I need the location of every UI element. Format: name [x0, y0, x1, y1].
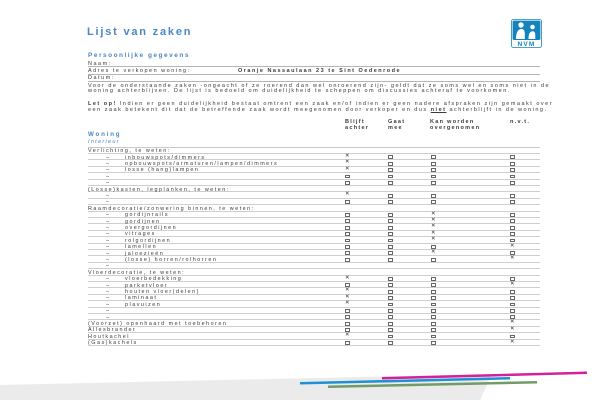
row-label: gordijnrails	[125, 212, 170, 219]
row-label: rolgordijnen	[125, 237, 172, 244]
list-dash: –	[106, 160, 111, 167]
checkbox-nvt[interactable]	[510, 194, 515, 198]
check-mark-nvt[interactable]: ✕	[510, 255, 515, 262]
checkbox-gaat-mee[interactable]	[388, 251, 393, 255]
list-dash: –	[106, 192, 111, 199]
form-field-row	[88, 67, 540, 74]
check-mark-blijft-achter[interactable]: ✕	[345, 293, 350, 300]
row-label: opbouwspots/armaturen/lampen/dimmers	[125, 160, 279, 167]
list-dash: –	[106, 250, 111, 257]
checkbox-nvt[interactable]	[510, 290, 515, 294]
list-dash: –	[106, 314, 111, 321]
list-dash: –	[106, 308, 111, 315]
list-dash: –	[106, 173, 111, 180]
check-mark-nvt[interactable]: ✕	[510, 242, 515, 249]
checkbox-kan-worden-overgenomen[interactable]	[431, 277, 436, 281]
check-mark-blijft-achter[interactable]: ✕	[345, 274, 350, 281]
checkbox-kan-worden-overgenomen[interactable]	[431, 200, 436, 204]
checkbox-nvt[interactable]	[510, 239, 515, 243]
checkbox-gaat-mee[interactable]	[388, 296, 393, 300]
check-mark-nvt[interactable]: ✕	[510, 338, 515, 345]
checkbox-nvt[interactable]	[510, 200, 515, 204]
checkbox-gaat-mee[interactable]	[388, 322, 393, 326]
checkbox-nvt[interactable]	[510, 168, 515, 172]
check-mark-kan-worden-overgenomen[interactable]: ✕	[431, 229, 436, 236]
checkbox-gaat-mee[interactable]	[388, 155, 393, 159]
list-dash: –	[106, 263, 111, 270]
check-mark-blijft-achter[interactable]: ✕	[345, 165, 350, 172]
checkbox-kan-worden-overgenomen[interactable]	[431, 303, 436, 307]
nvm-logo	[511, 19, 542, 48]
subsection-title-interieur: Interieur	[88, 138, 120, 145]
checkbox-blijft-achter[interactable]	[345, 258, 350, 262]
row-label: losse (hang)lampen	[125, 167, 200, 174]
checkbox-gaat-mee[interactable]	[388, 328, 393, 332]
checkbox-nvt[interactable]	[510, 226, 515, 230]
checkbox-gaat-mee[interactable]	[388, 226, 393, 230]
checkbox-kan-worden-overgenomen[interactable]	[431, 155, 436, 159]
check-mark-nvt[interactable]: ✕	[510, 325, 515, 332]
note-body: Indien er geen duidelijkheid bestaat omtrent een zaak en/of indien er geen nadere afspraken zijn gemaakt over een zaak betekent dit dat de betreffende zaak wordt meegenomen door verkoper en dus	[88, 101, 554, 113]
form-field-row	[88, 60, 540, 67]
checkbox-kan-worden-overgenomen[interactable]	[431, 341, 436, 345]
checkbox-gaat-mee[interactable]	[388, 162, 393, 166]
row-label: lamellen	[125, 244, 158, 251]
check-mark-blijft-achter[interactable]: ✕	[345, 152, 350, 159]
row-label: Vloerdecoratie, te weten:	[88, 269, 186, 276]
checkbox-kan-worden-overgenomen[interactable]	[431, 168, 436, 172]
checkbox-gaat-mee[interactable]	[388, 194, 393, 198]
checkbox-blijft-achter[interactable]	[345, 341, 350, 345]
checkbox-gaat-mee[interactable]	[388, 309, 393, 313]
checkbox-gaat-mee[interactable]	[388, 341, 393, 345]
checkbox-nvt[interactable]	[510, 181, 515, 185]
checkbox-gaat-mee[interactable]	[388, 283, 393, 287]
note-prefix: Let op!	[88, 101, 117, 107]
checkbox-kan-worden-overgenomen[interactable]	[431, 258, 436, 262]
row-label: Houtkachel	[88, 333, 130, 340]
checkbox-gaat-mee[interactable]	[388, 245, 393, 249]
checkbox-blijft-achter[interactable]	[345, 232, 350, 236]
check-mark-blijft-achter[interactable]: ✕	[345, 332, 350, 339]
checkbox-gaat-mee[interactable]	[388, 213, 393, 217]
check-mark-kan-worden-overgenomen[interactable]: ✕	[431, 236, 436, 243]
checkbox-nvt[interactable]	[510, 303, 515, 307]
checkbox-blijft-achter[interactable]	[345, 219, 350, 223]
checkbox-gaat-mee[interactable]	[388, 200, 393, 204]
checkbox-blijft-achter[interactable]	[345, 226, 350, 230]
check-mark-blijft-achter[interactable]: ✕	[345, 300, 350, 307]
list-dash: –	[106, 237, 111, 244]
checkbox-nvt[interactable]	[510, 309, 515, 313]
checkbox-blijft-achter[interactable]	[345, 200, 350, 204]
checkbox-blijft-achter[interactable]	[345, 245, 350, 249]
row-label: Allesbrander	[88, 327, 137, 334]
check-mark-blijft-achter[interactable]: ✕	[345, 287, 350, 294]
checkbox-kan-worden-overgenomen[interactable]	[431, 296, 436, 300]
checkbox-nvt[interactable]	[510, 219, 515, 223]
check-mark-kan-worden-overgenomen[interactable]: ✕	[431, 210, 436, 217]
checkbox-gaat-mee[interactable]	[388, 175, 393, 179]
check-mark-kan-worden-overgenomen[interactable]: ✕	[431, 216, 436, 223]
checkbox-gaat-mee[interactable]	[388, 290, 393, 294]
list-dash: –	[106, 289, 111, 296]
items-table	[88, 147, 540, 347]
check-mark-nvt[interactable]: ✕	[510, 281, 515, 288]
column-header-nvt: n.v.t.	[510, 119, 531, 125]
checkbox-blijft-achter[interactable]	[345, 181, 350, 185]
row-label: gordijnen	[125, 218, 161, 225]
list-dash: –	[106, 295, 111, 302]
note-paragraph	[88, 102, 554, 113]
row-label: parketvloer	[125, 282, 169, 289]
row-label: Verlichting, te weten:	[88, 148, 171, 155]
checkbox-kan-worden-overgenomen[interactable]	[431, 175, 436, 179]
list-dash: –	[106, 282, 111, 289]
row-label: (Losse)kasten, legplanken, te weten:	[88, 186, 230, 193]
checkbox-kan-worden-overgenomen[interactable]	[431, 283, 436, 287]
checkbox-nvt[interactable]	[510, 175, 515, 179]
list-dash: –	[106, 301, 111, 308]
checkbox-blijft-achter[interactable]	[345, 251, 350, 255]
checkbox-nvt[interactable]	[510, 335, 515, 339]
row-label: jaloezieën	[125, 250, 165, 257]
form-field-row	[88, 75, 540, 82]
column-header-kan-worden-overgenomen: Kan worden overgenomen	[430, 119, 481, 131]
list-dash: –	[106, 224, 111, 231]
intro-paragraph: Voor de onderstaande zaken -ongeacht of ze roerend dan wel onroerend zijn- geldt dat ze soms wel en soms niet in de woning achterblijven. De lijst is bedoeld om duidelijkheid te scheppen om discussies achteraf te voorkomen.	[88, 82, 551, 95]
list-dash: –	[106, 167, 111, 174]
checkbox-gaat-mee[interactable]	[388, 335, 393, 339]
checkbox-gaat-mee[interactable]	[388, 168, 393, 172]
checkbox-gaat-mee[interactable]	[388, 232, 393, 236]
column-header-blijft-achter: Blijft achter	[345, 119, 370, 131]
checkbox-blijft-achter[interactable]	[345, 315, 350, 319]
checkbox-nvt[interactable]	[510, 155, 515, 159]
checkbox-kan-worden-overgenomen[interactable]	[431, 322, 436, 326]
note-body-end: achterblijft in de woning.	[446, 106, 548, 113]
list-dash: –	[106, 257, 111, 263]
row-label: plavuizen	[125, 301, 162, 308]
checkbox-kan-worden-overgenomen[interactable]	[431, 309, 436, 313]
row-label: (Voorzet) openhaard met toebehoren	[88, 321, 228, 328]
row-label: overgordijnen	[125, 224, 178, 231]
field-label-naam: Naam:	[88, 60, 112, 67]
check-mark-kan-worden-overgenomen[interactable]: ✕	[431, 223, 436, 230]
checkbox-kan-worden-overgenomen[interactable]	[431, 315, 436, 319]
checkbox-blijft-achter[interactable]	[345, 213, 350, 217]
page-title: Lijst van zaken	[87, 26, 193, 38]
list-dash: –	[106, 276, 111, 283]
checkbox-blijft-achter[interactable]	[345, 309, 350, 313]
note-emphasis: niet	[430, 106, 447, 113]
row-label: Raamdecoratie/zonwering binnen, te weten:	[88, 205, 255, 212]
row-label: vitrages	[125, 231, 156, 238]
checkbox-kan-worden-overgenomen[interactable]	[431, 162, 436, 166]
checkbox-blijft-achter[interactable]	[345, 322, 350, 326]
checkbox-gaat-mee[interactable]	[388, 277, 393, 281]
list-dash: –	[106, 218, 111, 225]
checkbox-kan-worden-overgenomen[interactable]	[431, 181, 436, 185]
checkbox-kan-worden-overgenomen[interactable]	[431, 290, 436, 294]
field-value-adres[interactable]: Oranje Nassaulaan 23 te Sint Oedenrode	[238, 68, 402, 75]
column-header-gaat-mee: Gaat mee	[388, 119, 406, 131]
check-mark-blijft-achter[interactable]: ✕	[345, 191, 350, 198]
list-dash: –	[106, 212, 111, 219]
list-dash: –	[106, 154, 111, 161]
checkbox-gaat-mee[interactable]	[388, 315, 393, 319]
checkbox-nvt[interactable]	[510, 213, 515, 217]
row-label: laminaat	[125, 295, 158, 302]
section-title-woning: Woning	[88, 130, 122, 138]
checkbox-gaat-mee[interactable]	[388, 303, 393, 307]
checkbox-blijft-achter[interactable]	[345, 175, 350, 179]
footer-artwork	[0, 355, 600, 400]
checkbox-kan-worden-overgenomen[interactable]	[431, 335, 436, 339]
personal-section-heading: Persoonlijke gegevens	[88, 52, 190, 59]
checkbox-nvt[interactable]	[510, 162, 515, 166]
checkbox-kan-worden-overgenomen[interactable]	[431, 328, 436, 332]
check-mark-kan-worden-overgenomen[interactable]: ✕	[431, 249, 436, 255]
personal-fields	[88, 60, 540, 82]
check-mark-blijft-achter[interactable]: ✕	[345, 159, 350, 166]
row-label: (Gas)kachels	[88, 340, 138, 347]
checkbox-blijft-achter[interactable]	[345, 239, 350, 243]
list-dash: –	[106, 231, 111, 238]
checkbox-gaat-mee[interactable]	[388, 239, 393, 243]
table-row	[88, 340, 540, 346]
checkbox-gaat-mee[interactable]	[388, 219, 393, 223]
row-label: vloerbedekking	[125, 276, 183, 283]
field-label-datum: Datum:	[88, 75, 115, 82]
checkbox-kan-worden-overgenomen[interactable]	[431, 194, 436, 198]
row-label: (losse) horren/rolhorren	[125, 257, 218, 263]
list-dash: –	[106, 244, 111, 251]
list-dash: –	[106, 180, 111, 187]
checkbox-nvt[interactable]	[510, 232, 515, 236]
check-mark-nvt[interactable]: ✕	[510, 319, 515, 326]
row-label: inbouwspots/dimmers	[125, 154, 206, 161]
checkbox-nvt[interactable]	[510, 296, 515, 300]
field-label-adres: Adres te verkopen woning:	[88, 68, 191, 75]
list-dash: –	[106, 199, 111, 206]
checkbox-gaat-mee[interactable]	[388, 181, 393, 185]
row-label: houten vloer(delen)	[125, 289, 200, 296]
logo-text: NVM	[517, 41, 536, 48]
checkbox-gaat-mee[interactable]	[388, 258, 393, 262]
